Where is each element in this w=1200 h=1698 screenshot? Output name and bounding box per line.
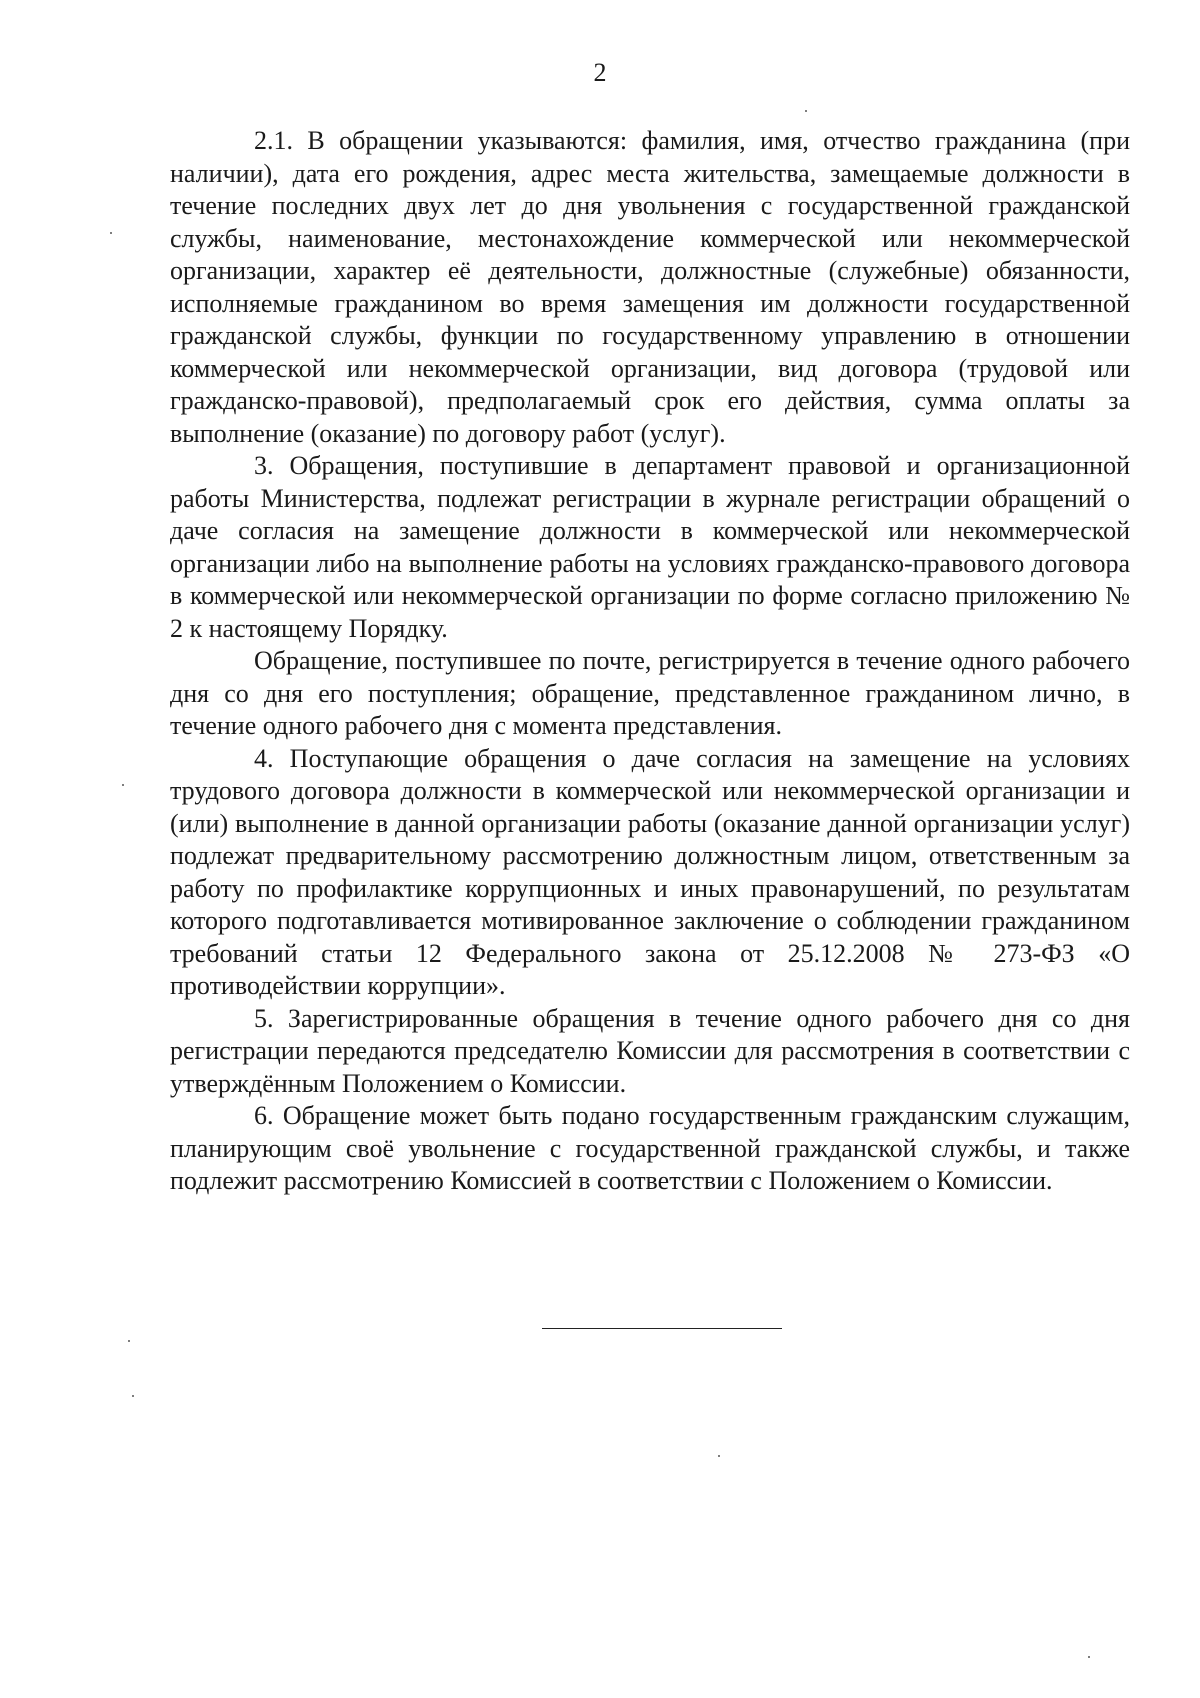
scan-speck	[805, 110, 807, 112]
scan-speck	[1088, 1656, 1090, 1658]
end-separator-line	[542, 1328, 782, 1329]
paragraph-2-1: 2.1. В обращении указываются: фамилия, имя, отчество гражданина (при наличии), дата его рождения, адрес места жительства, замещаемые должности в течение последних двух лет до дня увольнения с государственной гражданской службы, наименование, местонахождение коммерческой или некоммерческой организации, характер её деятельности, должностные (служебные) обязанности, исполняемые гражданином во время замещения им должности государственной гражданской службы, функции по государственному управлению в отношении коммерческой или некоммерческой организации, вид договора (трудовой или гражданско-правовой), предполагаемый срок его действия, сумма оплаты за выполнение (оказание) по договору работ (услуг).	[170, 126, 1130, 448]
paragraph-5: 5. Зарегистрированные обращения в течение одного рабочего дня со дня регистрации передаются председателю Комиссии для рассмотрения в соответствии с утверждённым Положением о Комиссии.	[170, 1003, 1130, 1098]
paragraph-3-registration: Обращение, поступившее по почте, регистрируется в течение одного рабочего дня со дня его поступления; обращение, представленное гражданином лично, в течение одного рабочего дня с момента представления.	[170, 646, 1130, 740]
scan-speck	[122, 784, 124, 786]
paragraph-4: 4. Поступающие обращения о даче согласия на замещение на условиях трудового договора должности в коммерческой или некоммерческой организации и (или) выполнение в данной организации работы (оказание данной организации услуг) подлежат предварительному рассмотрению должностным лицом, ответственным за работу по профилактике коррупционных и иных правонарушений, по результатам которого подготавливается мотивированное заключение о соблюдении гражданином требований статьи 12 Федерального закона от 25.12.2008 № 273-ФЗ «О противодействии коррупции».	[170, 743, 1130, 1000]
paragraph-6: 6. Обращение может быть подано государственным гражданским служащим, планирующим своё увольнение с государственной гражданской службы, и также подлежит рассмотрению Комиссией в соответствии с Положением о Комиссии.	[170, 1101, 1130, 1195]
scan-speck	[132, 1395, 134, 1397]
scan-speck	[718, 1455, 720, 1457]
scan-speck	[128, 1340, 130, 1342]
scan-speck	[110, 232, 112, 234]
paragraph-3: 3. Обращения, поступившие в департамент правовой и организационной работы Министерства, подлежат регистрации в журнале регистрации обращений о даче согласия на замещение должности в коммерческой или некоммерческой организации либо на выполнение работы на условиях гражданско-правового договора в коммерческой или некоммерческой организации по форме согласно приложению № 2 к настоящему Порядку.	[170, 451, 1130, 643]
page-number: 2	[593, 58, 607, 87]
document-body	[170, 125, 1130, 1198]
